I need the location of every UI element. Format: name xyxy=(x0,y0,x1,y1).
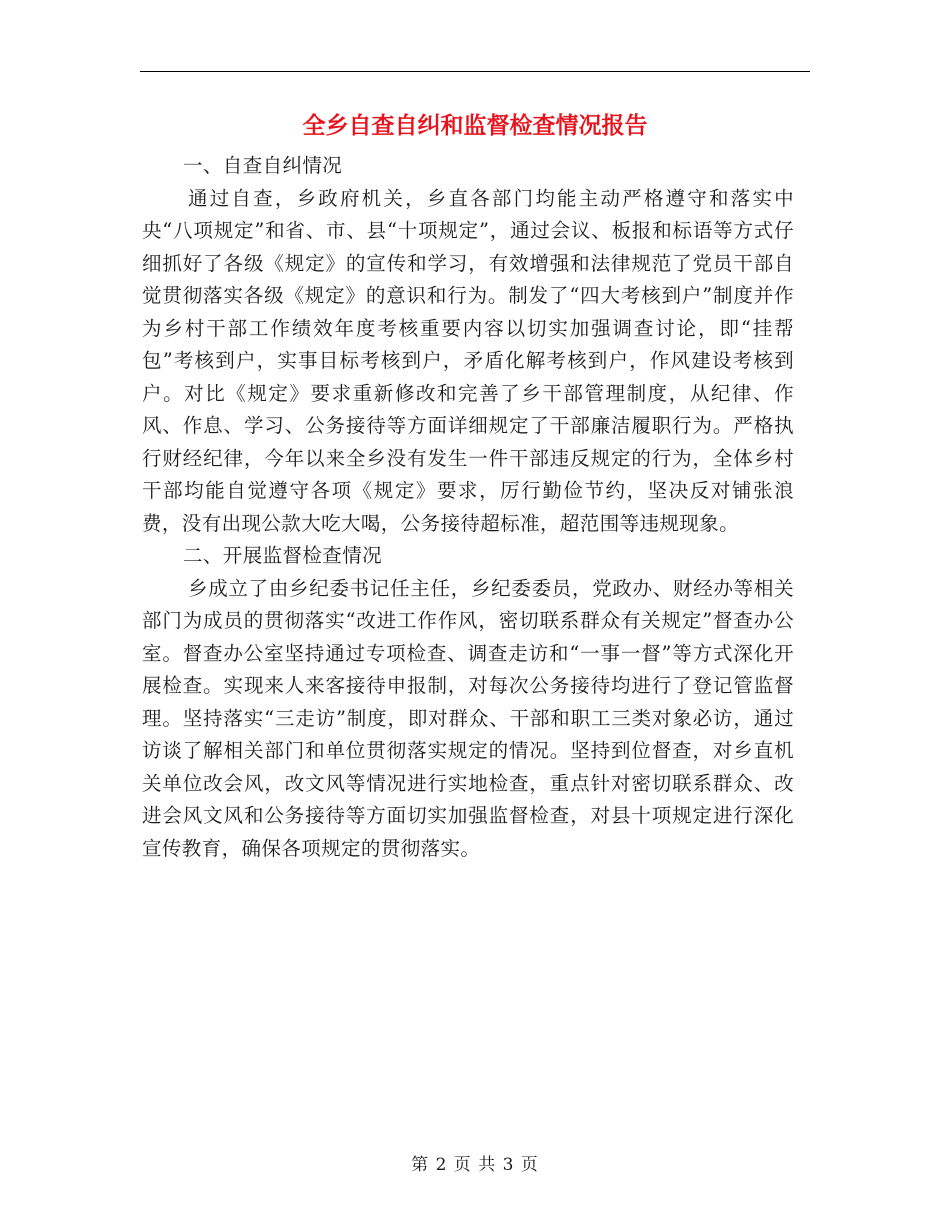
document-body xyxy=(142,150,794,865)
header-rule xyxy=(140,71,810,72)
page-number-footer: 第 2 页 共 3 页 xyxy=(411,1155,539,1175)
section-paragraph-1: 通过自查，乡政府机关，乡直各部门均能主动严格遵守和落实中央“八项规定”和省、市、县“十项规定”，通过会议、板报和标语等方式仔细抓好了各级《规定》的宣传和学习，有效增强和法律规范了党员干部自觉贯彻落实各级《规定》的意识和行为。制发了“四大考核到户”制度并作为乡村干部工作绩效年度考核重要内容以切实加强调查讨论，即“挂帮包”考核到户，实事目标考核到户，矛盾化解考核到户，作风建设考核到户。对比《规定》要求重新修改和完善了乡干部管理制度，从纪律、作风、作息、学习、公务接待等方面详细规定了干部廉洁履职行为。严格执行财经纪律，今年以来全乡没有发生一件干部违反规定的行为，全体乡村干部均能自觉遵守各项《规定》要求，厉行勤俭节约，坚决反对铺张浪费，没有出现公款大吃大喝，公务接待超标准，超范围等违规现象。 xyxy=(142,186,794,535)
section-paragraph-2: 乡成立了由乡纪委书记任主任，乡纪委委员，党政办、财经办等相关部门为成员的贯彻落实“改进工作作风，密切联系群众有关规定”督查办公室。督查办公室坚持通过专项检查、调查走访和“一事一督”等方式深化开展检查。实现来人来客接待申报制，对每次公务接待均进行了登记管监督理。坚持落实“三走访”制度，即对群众、干部和职工三类对象必访，通过访谈了解相关部门和单位贯彻落实规定的情况。坚持到位督查，对乡直机关单位改会风，改文风等情况进行实地检查，重点针对密切联系群众、改进会风文风和公务接待等方面切实加强监督检查，对县十项规定进行深化宣传教育，确保各项规定的贯彻落实。 xyxy=(142,576,794,860)
document-title: 全乡自查自纠和监督检查情况报告 xyxy=(302,113,648,139)
section-heading-2: 二、开展监督检查情况 xyxy=(183,544,383,567)
section-heading-1: 一、自查自纠情况 xyxy=(183,154,343,177)
